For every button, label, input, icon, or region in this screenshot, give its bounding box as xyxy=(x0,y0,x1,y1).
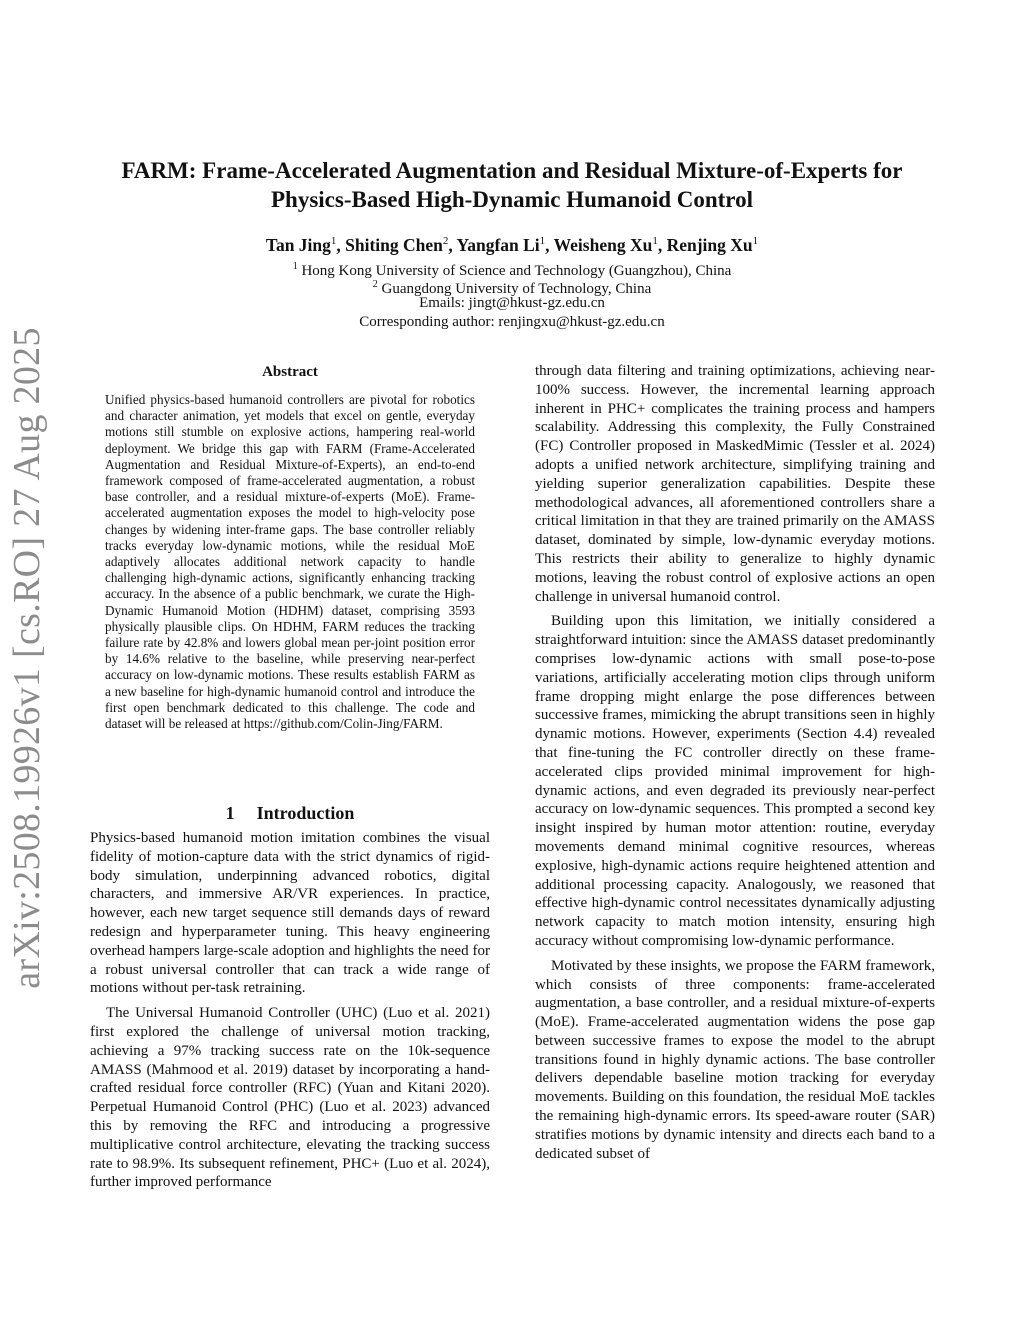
affil-text: Hong Kong University of Science and Technology (Guangzhou), China xyxy=(301,263,732,279)
affil-mark: 1 xyxy=(292,261,298,272)
paragraph: The Universal Humanoid Controller (UHC) (Luo et al. 2021) first explored the challenge of universal motion tracking, achieving a 97% tracking success rate on the 10k-sequence AMASS (Mahmood et al. 2019) dataset by incorporating a hand-crafted residual force controller (RFC) (Yuan and Kitani 2020). Perpetual Humanoid Control (PHC) (Luo et al. 2023) advanced this by removing the RFC and introducing a progressive multiplicative control architecture, elevating the tracking success rate to 98.9%. Its subsequent refinement, PHC+ (Luo et al. 2024), further improved performance xyxy=(90,1005,490,1191)
title-line-2: Physics-Based High-Dynamic Humanoid Control xyxy=(271,187,753,212)
title-line-1: FARM: Frame-Accelerated Augmentation and Residual Mixture-of-Experts for xyxy=(121,158,903,183)
author: Tan Jing xyxy=(265,234,331,255)
emails: Emails: jingt@hkust-gz.edu.cn xyxy=(419,295,605,311)
section-number: 1 xyxy=(225,803,235,823)
author: Shiting Chen xyxy=(345,234,443,255)
right-column xyxy=(535,362,935,1169)
paper-title xyxy=(80,156,944,214)
section-title: Introduction xyxy=(256,803,355,823)
abstract-heading: Abstract xyxy=(262,364,318,380)
author-affil-mark: 2 xyxy=(442,235,449,247)
author: Weisheng Xu xyxy=(553,234,653,255)
affil-text: Guangdong University of Technology, China xyxy=(381,281,652,297)
intro-left-column xyxy=(90,829,490,1198)
author-affil-mark: 1 xyxy=(539,235,546,247)
paragraph: Physics-based humanoid motion imitation combines the visual fidelity of motion-capture data with the strict dynamics of rigid-body simulation, underpinning advanced robotics, digital characters, and immersive AR/VR experiences. In practice, however, each new target sequence still demands days of reward redesign and hyperparameter tuning. This heavy engineering overhead hampers large-scale adoption and highlights the need for a robust universal controller that can track a wide range of motions without per-task retraining. xyxy=(90,830,490,997)
author-affil-mark: 1 xyxy=(330,235,337,247)
author-affil-mark: 1 xyxy=(652,235,658,247)
paragraph: Building upon this limitation, we initially considered a straightforward intuition: since the AMASS dataset predominantly comprises low-dynamic actions with small pose-to-pose variations, artificially accelerating motion clips through uniform frame dropping might enlarge the pose differences between successive frames, mimicking the abrupt transitions seen in highly dynamic motions. However, experiments (Section 4.4) revealed that fine-tuning the FC controller directly on these frame-accelerated clips provided minimal improvement for high-dynamic actions, and even degraded its previously near-perfect accuracy on low-dynamic sequences. This prompted a second key insight inspired by human motor attention: routine, everyday movements demand minimal cognitive resources, whereas explosive, high-dynamic actions require heightened attention and additional processing capacity. Analogously, we reasoned that effective high-dynamic control necessitates dynamically adjusting network capacity to match motion intensity, ensuring high accuracy without compromising low-dynamic performance. xyxy=(535,613,935,949)
paragraph: through data filtering and training optimizations, achieving near-100% success. However, the incremental learning approach inherent in PHC+ complicates the training process and hampers scalability. Addressing this complexity, the Fully Constrained (FC) Controller proposed in MaskedMimic (Tessler et al. 2024) adopts a unified network architecture, simplifying training and yielding superior generalization capabilities. Despite these methodological advances, all aforementioned controllers share a critical limitation in that they are trained primarily on the AMASS dataset, dominated by simple, low-dynamic everyday motions. This restricts their ability to generalize to highly dynamic motions, leaving the robust control of explosive actions an open challenge in universal humanoid control. xyxy=(535,363,935,605)
abstract-text: Unified physics-based humanoid controllers are pivotal for robotics and character animation, yet models that excel on gentle, everyday motions still stumble on explosive actions, hampering real-world deployment. We bridge this gap with FARM (Frame-Accelerated Augmentation and Residual Mixture-of-Experts), an end-to-end framework composed of frame-accelerated augmentation, a robust base controller, and a residual mixture-of-experts (MoE). Frame-accelerated augmentation exposes the model to high-velocity pose changes by widening inter-frame gaps. The base controller reliably tracks everyday low-dynamic motions, while the residual MoE adaptively allocates additional network capacity to handle challenging high-dynamic actions, significantly enhancing tracking accuracy. In the absence of a public benchmark, we curate the High-Dynamic Humanoid Motion (HDHM) dataset, comprising 3593 physically plausible clips. On HDHM, FARM reduces the tracking failure rate by 42.8% and lowers global mean per-joint position error by 14.6% relative to the baseline, while preserving near-perfect accuracy on low-dynamic motions. These results establish FARM as a new baseline for high-dynamic humanoid control and introduce the first open benchmark dedicated to this challenge. The code and dataset will be released at https://github.com/Colin-Jing/FARM. xyxy=(105,392,475,732)
author-list: Tan Jing$^1$, Shiting Chen$^2$, Yangfan Li$^1$, Weisheng Xu$^1$, Renjing Xu$^1$ xyxy=(265,234,759,255)
author: Renjing Xu xyxy=(666,234,753,255)
arxiv-id: arXiv:2508.19926v1 [cs.RO] 27 Aug 2025 xyxy=(6,327,48,989)
section-heading xyxy=(90,803,490,824)
paragraph: Motivated by these insights, we propose the FARM framework, which consists of three components: frame-accelerated augmentation, a base controller, and a residual mixture-of-experts (MoE). Frame-accelerated augmentation widens the pose gap between successive frames to expose the model to the abrupt transitions found in highly dynamic actions. The base controller delivers dependable baseline motion tracking for everyday movements. Building on this foundation, the residual MoE tackles the remaining high-dynamic errors. Its speed-aware router (SAR) stratifies motions by dynamic intensity and directs each band to a dedicated subset of xyxy=(535,957,935,1162)
corresponding-author: Corresponding author: renjingxu@hkust-gz.edu.cn xyxy=(359,314,665,330)
author: Yangfan Li xyxy=(456,234,540,255)
author-affil-mark: 1 xyxy=(752,235,759,247)
affil-mark: 2 xyxy=(372,279,378,290)
